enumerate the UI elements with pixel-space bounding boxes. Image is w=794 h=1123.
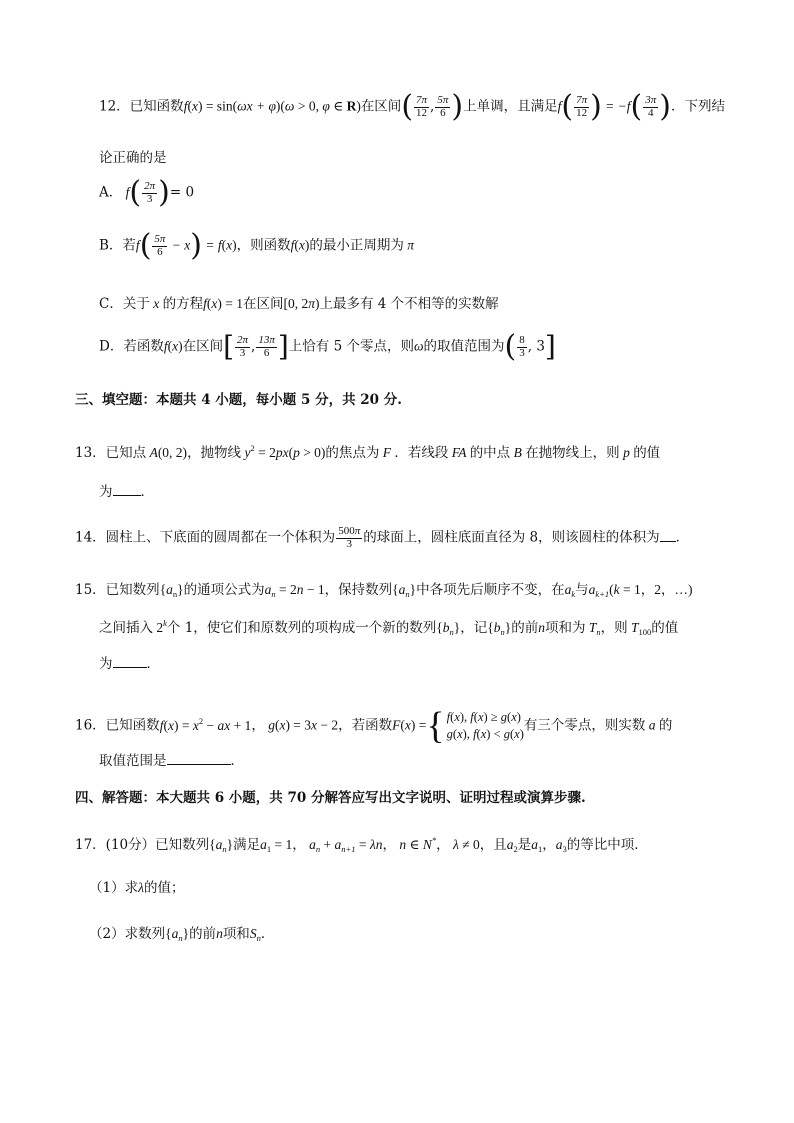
q16-line1: 16．已知函数$f(x) = x^2$ − ax + 1， g(x) = 3x − 2，若函数F(x) = { f(x), f(x) ≥ g(x) g(x), f(x) < g(x) 有三个零点，则实数 a 的	[75, 705, 673, 747]
q12-option-c: C．关于 x 的方程f(x) = 1在区间[0, 2π)上最多有 4 个不相等的实数解	[99, 296, 499, 312]
q17-part1: （1）求λ的值；	[89, 880, 185, 896]
q16-piecewise: { f(x), f(x) ≥ g(x) g(x), f(x) < g(x)	[426, 705, 524, 747]
q15-answer-blank[interactable]	[113, 655, 147, 668]
q14-answer-blank[interactable]	[660, 529, 676, 542]
section-3-heading: 三、填空题：本题共 4 小题，每小题 5 分，共 20 分.	[75, 392, 402, 408]
q12-option-a: A． f( $\frac{2\pi}{3}$ )= 0	[99, 175, 195, 210]
q12-line2: 论正确的是	[99, 150, 167, 166]
q12-number: 12．已知函数	[99, 98, 184, 115]
q12-line1: 12．已知函数f(x) = sin(ωx + φ)(ω > 0, φ ∈ R)在区间( $\frac{7\pi}{12}$ , $\frac{5\pi}{6}$ )上单调，且满足f( $\frac{7\pi}{12}$ ) = −f( $\frac{3\pi}{4}$ )．下列结	[99, 89, 725, 124]
q17-part2: （2）求数列$\{a_n\}$的前n项和$S_n$．	[89, 926, 275, 943]
q12-option-d: D．若函数f(x)在区间[ $\frac{2\pi}{3}$ , $\frac{13\pi}{6}$ ]上恰有 5 个零点，则ω的取值范围为( $\frac{8}{3}$ , 3]	[99, 329, 556, 364]
q15-line3: 为 ．	[99, 656, 160, 672]
q13-line2: 为 ．	[99, 484, 154, 500]
q12-function-def: f(x) = sin(ωx + φ)(ω > 0, φ ∈ R)	[183, 98, 361, 114]
q12-option-b: B．若f( $\frac{5\pi}{6}$ − x) = f(x)，则函数f(x)的最小正周期为 π	[99, 228, 415, 263]
q15-line2: 之间插入 2$^k$个 1，使它们和原数列的项构成一个新的数列$\{b_n\}$，记$\{b_n\}$的前n项和为 $T_n$，则 $T_{100}$的值	[99, 618, 679, 637]
q14-line: 14．圆柱上、下底面的圆周都在一个体积为 $\frac{500\pi}{3}$ 的球面上，圆柱底面直径为 8，则该圆柱的体积为 ．	[75, 525, 690, 550]
q15-line1: 15．已知数列$\{a_n\}$的通项公式为$a_n = 2n - 1$，保持数列$\{a_n\}$中各项先后顺序不变，在$a_k$与$a_{k+1}(k = 1$，2，…)	[75, 582, 693, 599]
q13-line1: 13．已知点 A(0, 2)，抛物线 $y^2 = 2px(p > 0)$的焦点为 F ．若线段 FA 的中点 B 在抛物线上，则 p 的值	[75, 443, 661, 461]
q13-answer-blank[interactable]	[113, 483, 141, 496]
q16-line2: 取值范围是 ．	[99, 753, 244, 769]
section-4-heading: 四、解答题：本大题共 6 小题，共 70 分解答应写出文字说明、证明过程或演算步骤.	[75, 790, 586, 806]
q17-stem: 17．(10分）已知数列$\{a_n\}$满足$a_1 = 1$， $a_n + a_{n+1} = \lambda n$， n ∈ N*， λ ≠ 0，且$a_2$是$a_1$，$a_3$的等比中项．	[75, 835, 648, 854]
q16-answer-blank[interactable]	[167, 752, 231, 765]
